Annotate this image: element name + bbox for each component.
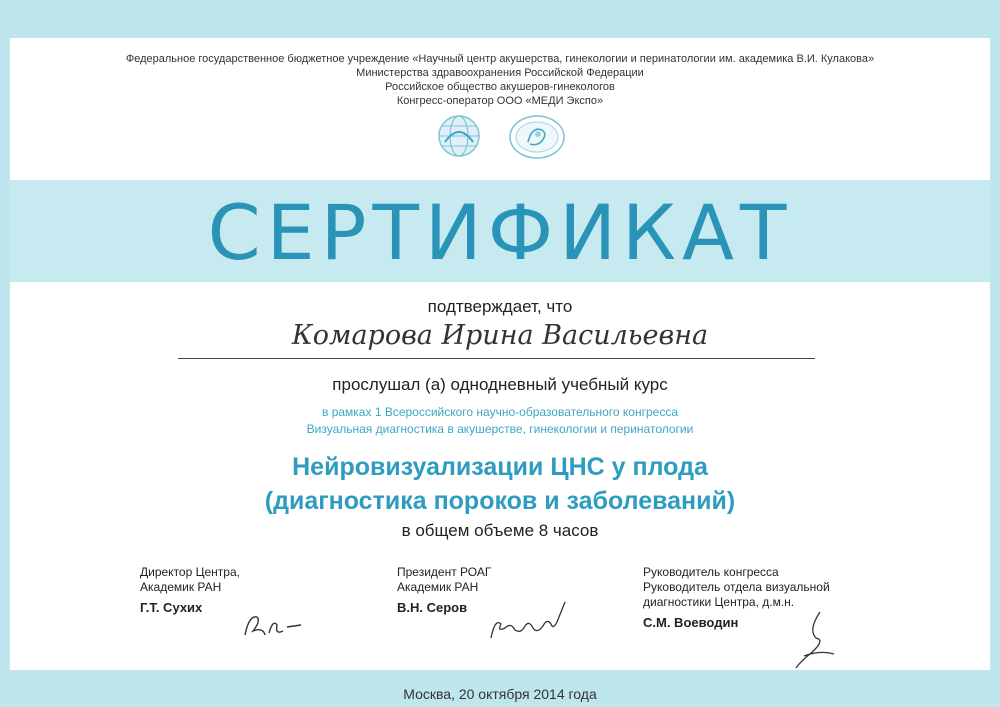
signatory-title: Президент РОАГ [397, 565, 492, 579]
signatory-title: Академик РАН [397, 580, 479, 594]
frame-top [0, 0, 1000, 38]
signatory-name: Г.Т. Сухих [140, 600, 203, 615]
confirms-text: подтверждает, что [427, 297, 573, 316]
organizer-line-2: Министерства здравоохранения Российской Федерации [356, 67, 644, 79]
topic-line-1: Нейровизуализации ЦНС у плода [292, 453, 708, 481]
recipient-name: Комарова Ирина Васильевна [291, 320, 709, 351]
course-volume: в общем объеме 8 часов [401, 521, 599, 540]
organizer-line-1: Федеральное государственное бюджетное учреждение «Научный центр акушерства, гинекологии и перинатологии им. академика В.И. Кулакова» [125, 53, 875, 65]
signatory-title: Руководитель конгресса [643, 565, 779, 579]
signatory-title: Академик РАН [140, 580, 222, 594]
signatory-name: С.М. Воеводин [643, 615, 739, 630]
place-and-date: Москва, 20 октября 2014 года [403, 686, 597, 702]
congress-line-2: Визуальная диагностика в акушерстве, гинекологии и перинатологии [306, 422, 694, 436]
signatory-president [397, 565, 491, 615]
signatory-name: В.Н. Серов [397, 600, 468, 615]
signatory-title: диагностики Центра, д.м.н. [643, 595, 795, 609]
signatory-title: Директор Центра, [140, 565, 240, 579]
organizer-line-4: Конгресс-оператор ООО «МЕДИ Экспо» [396, 95, 604, 107]
signature-sukhikh [243, 605, 303, 645]
organizer-line-3: Российское общество акушеров-гинекологов [385, 81, 615, 93]
organizer-block [0, 52, 1000, 108]
topic-line-2: (диагностика пороков и заболеваний) [264, 487, 736, 515]
logos [0, 112, 1000, 164]
course-topic [0, 450, 1000, 518]
signatory-director [140, 565, 240, 615]
signatory-title: Руководитель отдела визуальной [643, 580, 830, 594]
signature-voevodin [790, 610, 840, 672]
society-emblem-icon [508, 114, 566, 160]
congress-block [0, 404, 1000, 438]
signature-serov [487, 598, 569, 644]
congress-line-1: в рамках 1 Всероссийского научно-образовательного конгресса [321, 405, 678, 419]
course-text: прослушал (а) однодневный учебный курс [332, 375, 668, 394]
certificate-title: СЕРТИФИКАТ [207, 188, 793, 277]
globe-logo-icon [435, 112, 483, 160]
name-underline [178, 358, 815, 359]
